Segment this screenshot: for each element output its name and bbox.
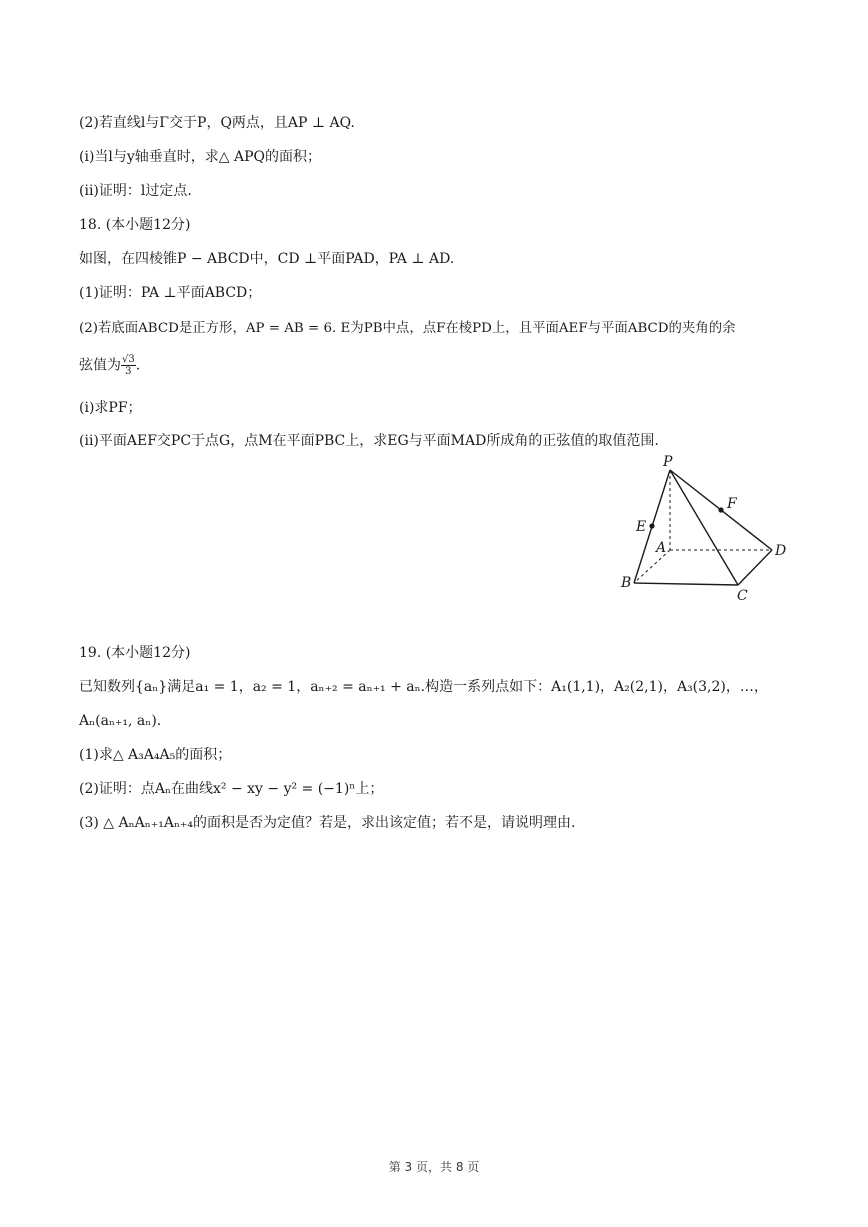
page-footer: 第 3 页，共 8 页 — [388, 1160, 480, 1174]
fraction-denominator: 3 — [125, 366, 132, 377]
q19-intro: 已知数列{aₙ}满足a₁ = 1，a₂ = 1，aₙ₊₂ = aₙ₊₁ + aₙ.构造一系列点如下：A₁(1,1)，A₂(2,1)，A₃(3,2)，…， — [79, 679, 768, 695]
edge-BC — [634, 583, 738, 585]
fraction-numerator: √3 — [122, 354, 135, 365]
q18-part2-line2 — [79, 354, 808, 377]
q19-intro-continued: Aₙ(aₙ₊₁, aₙ). — [79, 713, 162, 729]
q18-part2-line1: (2)若底面ABCD是正方形，AP = AB = 6. E为PB中点，点F在棱PD上，且平面AEF与平面ABCD的夹角的余 — [79, 321, 736, 336]
q18-header: 18. (本小题12分) — [79, 217, 191, 233]
label-B: B — [621, 575, 632, 591]
q18-intro: 如图，在四棱锥P − ABCD中，CD ⊥平面PAD，PA ⊥ AD. — [79, 251, 455, 267]
edge-CD — [738, 550, 772, 585]
point-F — [718, 507, 723, 512]
point-E — [649, 523, 654, 528]
label-E: E — [636, 519, 647, 535]
q17-part2: (2)若直线l与Γ交于P，Q两点，且AP ⊥ AQ. — [79, 115, 355, 131]
q19-part3: (3) △ AₙAₙ₊₁Aₙ₊₄的面积是否为定值？若是，求出该定值；若不是，请说明理由. — [79, 815, 576, 831]
q19-part1: (1)求△ A₃A₄A₅的面积； — [79, 747, 232, 763]
q18-part2-i: (i)求PF； — [79, 400, 142, 416]
label-P: P — [663, 455, 673, 470]
q18-part2-suffix: . — [135, 357, 141, 374]
q17-part2-i: (i)当l与y轴垂直时，求△ APQ的面积； — [79, 149, 322, 165]
q17-part2-ii: (ii)证明：l过定点. — [79, 183, 192, 199]
edge-PC — [670, 470, 738, 585]
q19-header: 19. (本小题12分) — [79, 645, 191, 661]
label-C: C — [737, 588, 748, 604]
pyramid-figure — [600, 455, 800, 605]
label-D: D — [775, 543, 787, 559]
q19-part2: (2)证明：点Aₙ在曲线x² − xy − y² = (−1)ⁿ上； — [79, 781, 384, 797]
q18-part1: (1)证明：PA ⊥平面ABCD； — [79, 285, 262, 301]
label-F: F — [727, 496, 737, 512]
q18-part2-ii: (ii)平面AEF交PC于点G，点M在平面PBC上，求EG与平面MAD所成角的正弦值的取值范围. — [79, 433, 659, 449]
label-A: A — [656, 540, 667, 556]
q18-part2-prefix: 弦值为 — [79, 357, 121, 374]
sqrt3-over-3-fraction — [121, 354, 136, 377]
